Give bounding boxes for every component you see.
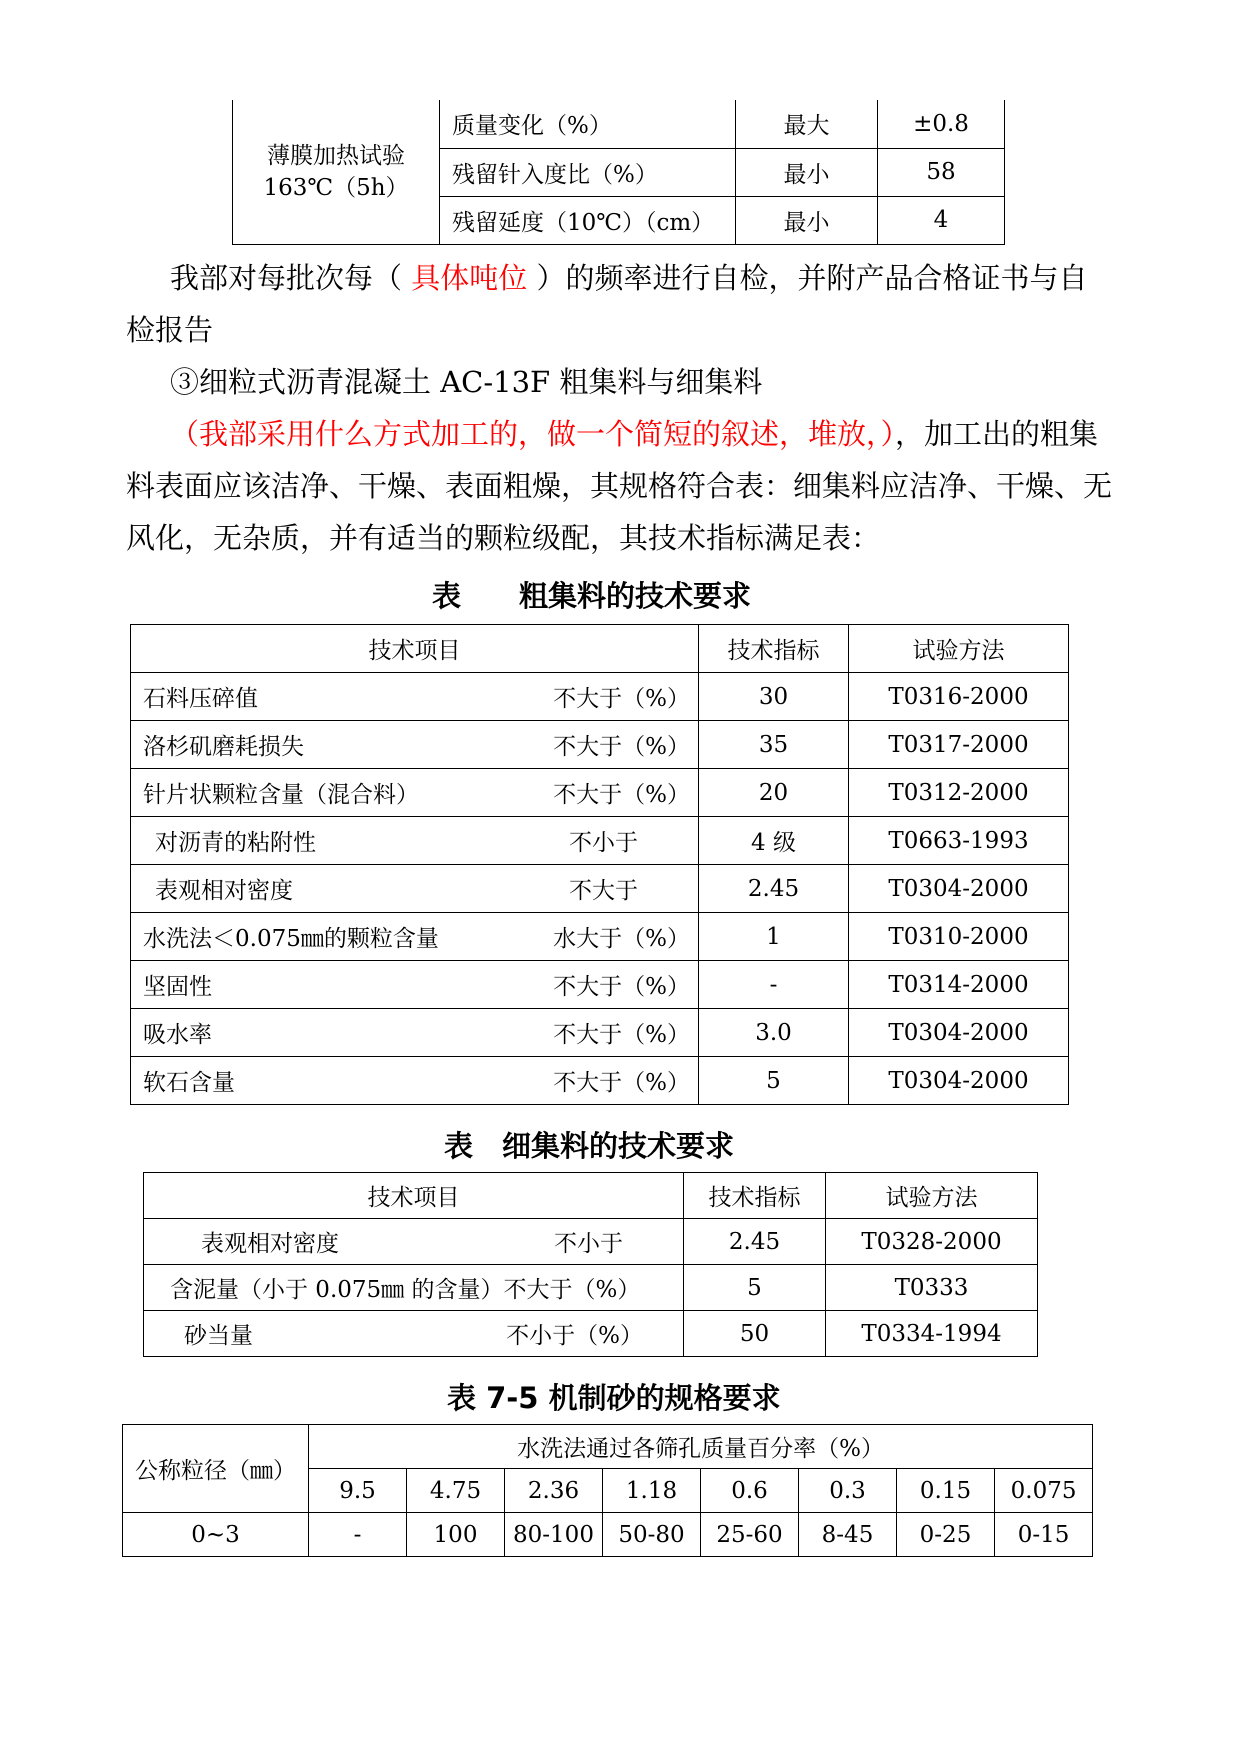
row-method: T0334-1994 xyxy=(826,1311,1038,1357)
aggregate-paragraph-line2: 料表面应该洁净、干燥、表面粗燥，其规格符合表：细集料应洁净、干燥、无 xyxy=(126,469,1113,503)
sieve-size: 0.6 xyxy=(701,1469,799,1513)
sand-table-caption: 表 7-5 机制砂的规格要求 xyxy=(447,1381,781,1415)
sieve-size: 4.75 xyxy=(407,1469,505,1513)
sieve-size: 9.5 xyxy=(309,1469,407,1513)
row-method: T0304-2000 xyxy=(849,1009,1069,1057)
table-row xyxy=(144,1219,1038,1265)
table-row xyxy=(131,769,1069,817)
header-method: 试验方法 xyxy=(849,625,1069,673)
pass-value: 8-45 xyxy=(799,1513,897,1557)
row-cond: 不大于（%） xyxy=(553,1070,690,1096)
row-name: 洛杉矶磨耗损失 xyxy=(143,734,304,760)
manufactured-sand-table xyxy=(122,1424,1093,1557)
row-method: T0663-1993 xyxy=(849,817,1069,865)
row-name: 石料压碎值 xyxy=(143,686,258,712)
table-row xyxy=(123,1513,1093,1557)
fine-table-caption: 表 细集料的技术要求 xyxy=(444,1129,735,1163)
row-method: T0304-2000 xyxy=(849,865,1069,913)
row-value: 50 xyxy=(684,1311,826,1357)
para1-post: ）的频率进行自检，并附产品合格证书与自 xyxy=(536,261,1088,295)
pass-value: 25-60 xyxy=(701,1513,799,1557)
film-value: 4 xyxy=(878,196,1005,244)
row-name: 坚固性 xyxy=(143,974,212,1000)
film-group-label: 薄膜加热试验 xyxy=(267,142,405,169)
pass-value: 0-25 xyxy=(897,1513,995,1557)
table-row xyxy=(131,1009,1069,1057)
row-name: 对沥青的粘附性 xyxy=(155,830,316,856)
row-cond: 不大于（%） xyxy=(553,686,690,712)
row-method: T0304-2000 xyxy=(849,1057,1069,1105)
header-index: 技术指标 xyxy=(684,1173,826,1219)
row-name: 含泥量（小于 0.075㎜ 的含量）不大于（%） xyxy=(170,1277,641,1303)
size-header: 公称粒径（㎜） xyxy=(123,1425,309,1513)
row-cond: 不小于 xyxy=(569,830,638,856)
coarse-aggregate-table xyxy=(130,624,1069,1105)
table-row xyxy=(144,1311,1038,1357)
row-cond: 不大于（%） xyxy=(553,974,690,1000)
aggregate-paragraph xyxy=(170,408,1098,460)
sieve-size: 0.3 xyxy=(799,1469,897,1513)
size-range: 0~3 xyxy=(123,1513,309,1557)
row-value: 30 xyxy=(699,673,849,721)
pass-value: 80-100 xyxy=(505,1513,603,1557)
sieve-size: 0.15 xyxy=(897,1469,995,1513)
film-group-sub: 163℃（5h） xyxy=(263,174,409,201)
section-heading: ③细粒式沥青混凝土 AC-13F 粗集料与细集料 xyxy=(170,365,763,399)
row-name: 表观相对密度 xyxy=(155,878,293,904)
film-item: 质量变化（%） xyxy=(440,100,736,148)
row-method: T0310-2000 xyxy=(849,913,1069,961)
row-cond: 不大于（%） xyxy=(553,734,690,760)
row-cond: 不大于 xyxy=(569,878,638,904)
row-method: T0316-2000 xyxy=(849,673,1069,721)
table-row xyxy=(131,817,1069,865)
film-limit: 最大 xyxy=(736,100,878,148)
film-item: 残留延度（10℃）（cm） xyxy=(440,196,736,244)
row-name: 吸水率 xyxy=(143,1022,212,1048)
row-method: T0312-2000 xyxy=(849,769,1069,817)
header-method: 试验方法 xyxy=(826,1173,1038,1219)
row-method: T0328-2000 xyxy=(826,1219,1038,1265)
row-name: 软石含量 xyxy=(143,1070,235,1096)
fine-aggregate-table xyxy=(143,1172,1038,1357)
para2-placeholder: （我部采用什么方式加工的，做一个简短的叙述，堆放，） xyxy=(170,417,896,451)
sieve-size: 2.36 xyxy=(505,1469,603,1513)
para1-placeholder: 具体吨位 xyxy=(402,261,537,295)
sieve-size: 1.18 xyxy=(603,1469,701,1513)
row-name: 针片状颗粒含量（混合料） xyxy=(143,782,419,808)
film-limit: 最小 xyxy=(736,148,878,196)
table-row xyxy=(131,913,1069,961)
para2-line1: ，加工出的粗集 xyxy=(895,417,1099,451)
row-value: 2.45 xyxy=(684,1219,826,1265)
table-row xyxy=(131,961,1069,1009)
row-name: 表观相对密度 xyxy=(201,1231,339,1257)
film-item: 残留针入度比（%） xyxy=(440,148,736,196)
row-cond: 不小于（%） xyxy=(506,1323,643,1349)
row-name: 砂当量 xyxy=(184,1323,253,1349)
row-method: T0317-2000 xyxy=(849,721,1069,769)
film-value: 58 xyxy=(878,148,1005,196)
row-value: 2.45 xyxy=(699,865,849,913)
row-value: 5 xyxy=(684,1265,826,1311)
table-row xyxy=(131,673,1069,721)
film-group-cell xyxy=(233,100,440,244)
row-value: 20 xyxy=(699,769,849,817)
row-value: 35 xyxy=(699,721,849,769)
row-value: 3.0 xyxy=(699,1009,849,1057)
header-index: 技术指标 xyxy=(699,625,849,673)
self-check-paragraph xyxy=(170,252,1087,304)
row-cond: 不大于（%） xyxy=(553,782,690,808)
self-check-paragraph-line2: 检报告 xyxy=(126,313,214,347)
film-heating-table xyxy=(232,100,1005,245)
table-row xyxy=(131,865,1069,913)
film-limit: 最小 xyxy=(736,196,878,244)
header-item: 技术项目 xyxy=(131,625,699,673)
table-row xyxy=(131,1057,1069,1105)
pass-value: 0-15 xyxy=(995,1513,1093,1557)
pass-rate-header: 水洗法通过各筛孔质量百分率（%） xyxy=(309,1425,1093,1469)
row-value: 5 xyxy=(699,1057,849,1105)
film-value: ±0.8 xyxy=(878,100,1005,148)
row-name: 水洗法＜0.075㎜的颗粒含量 xyxy=(143,926,439,952)
sieve-size: 0.075 xyxy=(995,1469,1093,1513)
row-method: T0314-2000 xyxy=(849,961,1069,1009)
para1-pre: 我部对每批次每（ xyxy=(170,261,403,295)
coarse-table-caption: 表 粗集料的技术要求 xyxy=(432,579,752,613)
row-value: 4 级 xyxy=(699,817,849,865)
header-item: 技术项目 xyxy=(144,1173,684,1219)
row-cond: 不大于（%） xyxy=(553,1022,690,1048)
aggregate-paragraph-line3: 风化，无杂质，并有适当的颗粒级配，其技术指标满足表： xyxy=(126,521,881,555)
table-row xyxy=(144,1265,1038,1311)
pass-value: 50-80 xyxy=(603,1513,701,1557)
table-row xyxy=(131,721,1069,769)
pass-value: 100 xyxy=(407,1513,505,1557)
row-value: - xyxy=(699,961,849,1009)
pass-value: - xyxy=(309,1513,407,1557)
row-cond: 不小于 xyxy=(554,1231,623,1257)
row-cond: 水大于（%） xyxy=(553,926,690,952)
row-value: 1 xyxy=(699,913,849,961)
row-method: T0333 xyxy=(826,1265,1038,1311)
